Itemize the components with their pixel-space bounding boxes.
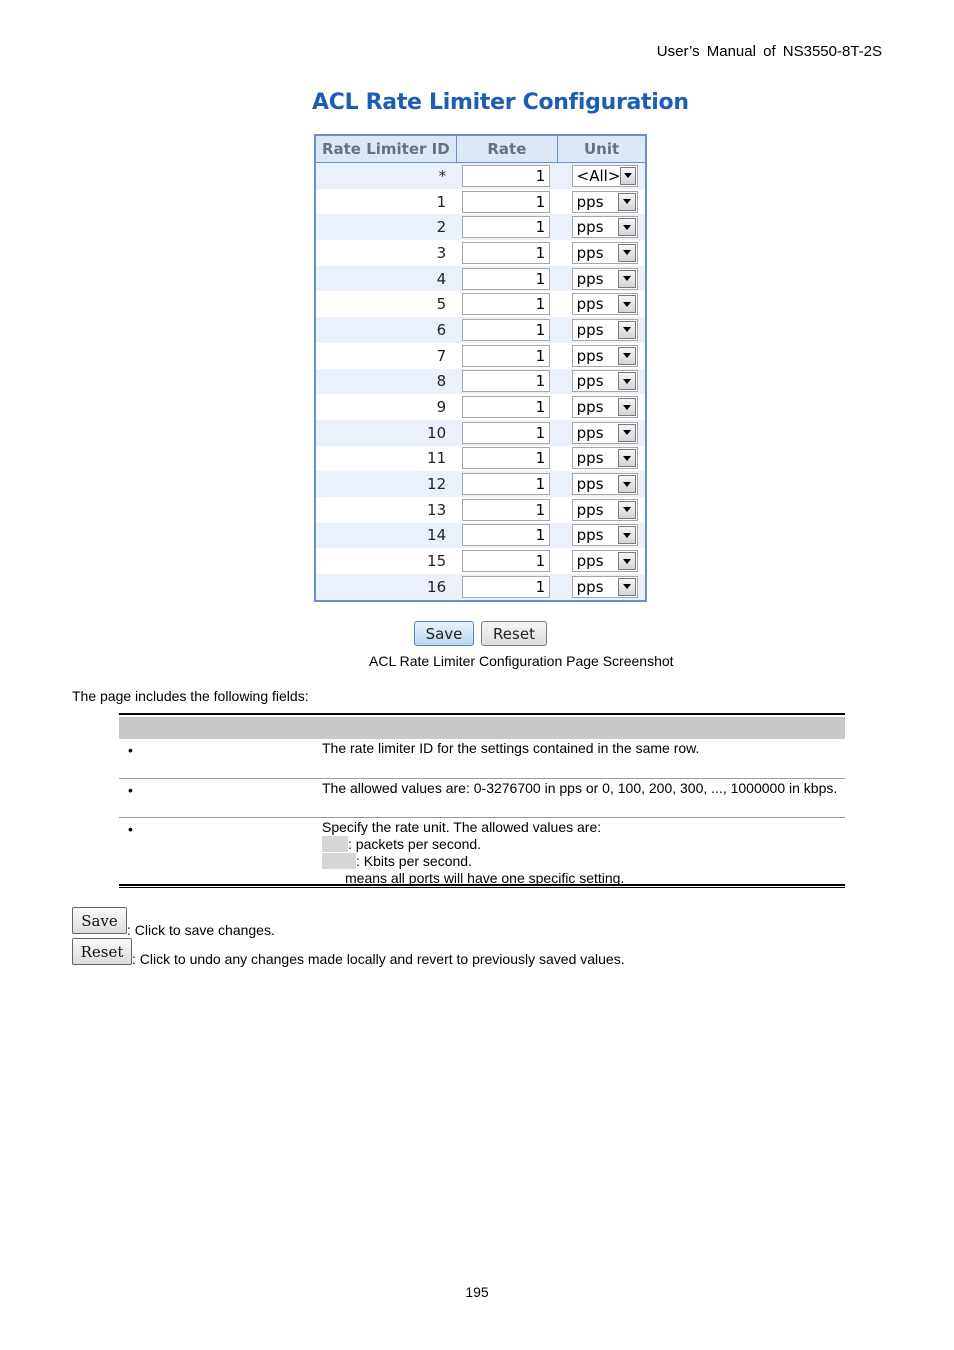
rate-limiter-id: 1 <box>315 189 456 215</box>
fields-header-row <box>119 715 845 739</box>
unit-select[interactable] <box>572 293 638 315</box>
unit-select[interactable] <box>572 499 638 521</box>
rate-input[interactable]: 1 <box>462 422 550 444</box>
rate-input[interactable]: 1 <box>462 396 550 418</box>
rate-limiter-id: 3 <box>315 240 456 266</box>
unit-value: pps <box>576 320 604 339</box>
rate-limiter-table <box>314 134 647 602</box>
rate-limiter-id: 6 <box>315 317 456 343</box>
rate-limiter-id: 14 <box>315 523 456 549</box>
chevron-down-icon[interactable] <box>618 526 636 544</box>
rate-input[interactable]: 1 <box>462 268 550 290</box>
unit-value: pps <box>576 500 604 519</box>
column-header-unit: Unit <box>558 135 646 163</box>
rate-input[interactable]: 1 <box>462 576 550 598</box>
rate-input[interactable]: 1 <box>462 370 550 392</box>
reset-description: : Click to undo any changes made locally and revert to previously saved values. <box>132 951 625 967</box>
unit-value: pps <box>576 372 604 391</box>
column-header-id: Rate Limiter ID <box>315 135 456 163</box>
unit-value: pps <box>576 577 604 596</box>
rate-limiter-id: 13 <box>315 497 456 523</box>
rate-input[interactable]: 1 <box>462 191 550 213</box>
unit-select[interactable] <box>572 345 638 367</box>
table-row <box>315 214 646 240</box>
unit-value: pps <box>576 192 604 211</box>
rate-limiter-id: 16 <box>315 574 456 601</box>
save-button-image: Save <box>72 907 127 934</box>
unit-select[interactable] <box>572 370 638 392</box>
fields-table <box>119 713 845 888</box>
table-row <box>315 240 646 266</box>
column-header-rate: Rate <box>456 135 558 163</box>
table-row <box>315 420 646 446</box>
field-description: : Kbits per second. <box>356 853 472 869</box>
rate-limiter-id: 10 <box>315 420 456 446</box>
unit-value: pps <box>576 346 604 365</box>
table-row <box>315 317 646 343</box>
bullet: • <box>128 821 133 837</box>
save-description: : Click to save changes. <box>127 922 275 938</box>
rate-limiter-id: 2 <box>315 214 456 240</box>
rate-limiter-id: 12 <box>315 471 456 497</box>
rate-input[interactable]: 1 <box>462 473 550 495</box>
field-row <box>119 818 845 884</box>
unit-value: pps <box>576 475 604 494</box>
chevron-down-icon[interactable] <box>618 218 636 236</box>
reset-button[interactable]: Reset <box>481 621 547 646</box>
unit-value: pps <box>576 218 604 237</box>
chevron-down-icon[interactable] <box>618 372 636 390</box>
unit-select[interactable] <box>572 447 638 469</box>
intro-text: The page includes the following fields: <box>72 688 309 704</box>
rate-input[interactable]: 1 <box>462 345 550 367</box>
unit-select[interactable] <box>572 268 638 290</box>
rate-limiter-id: 15 <box>315 548 456 574</box>
bullet: • <box>128 742 133 758</box>
chevron-down-icon[interactable] <box>620 167 635 185</box>
unit-value: pps <box>576 243 604 262</box>
unit-value: pps <box>576 295 604 314</box>
field-description: means all ports will have one specific setting. <box>345 870 625 886</box>
table-row <box>315 471 646 497</box>
unit-select[interactable] <box>572 242 638 264</box>
unit-value: pps <box>576 449 604 468</box>
field-row <box>119 739 845 779</box>
rate-input[interactable]: 1 <box>462 499 550 521</box>
page-number: 195 <box>465 1284 489 1300</box>
highlight-block <box>322 836 348 852</box>
rate-input[interactable]: 1 <box>462 550 550 572</box>
rate-input[interactable]: 1 <box>462 447 550 469</box>
rate-input[interactable]: 1 <box>462 242 550 264</box>
rate-input[interactable]: 1 <box>462 216 550 238</box>
table-row <box>315 291 646 317</box>
chevron-down-icon[interactable] <box>618 424 636 442</box>
table-row <box>315 163 646 189</box>
unit-value: pps <box>576 398 604 417</box>
unit-select[interactable] <box>572 524 638 546</box>
rate-limiter-id: * <box>315 163 456 189</box>
unit-select[interactable] <box>572 216 638 238</box>
field-description: Specify the rate unit. The allowed values are: <box>322 819 602 835</box>
rate-input[interactable]: 1 <box>462 319 550 341</box>
chevron-down-icon[interactable] <box>618 552 636 570</box>
chevron-down-icon[interactable] <box>618 347 636 365</box>
unit-value: pps <box>576 552 604 571</box>
rate-limiter-id: 11 <box>315 446 456 472</box>
unit-select[interactable] <box>572 191 638 213</box>
table-row <box>315 189 646 215</box>
table-row <box>315 523 646 549</box>
unit-select[interactable] <box>572 396 638 418</box>
field-description: : packets per second. <box>348 836 482 852</box>
save-button[interactable]: Save <box>414 621 474 646</box>
manual-header: User’s Manual of NS3550-8T-2S <box>656 43 882 60</box>
rate-limiter-id: 4 <box>315 266 456 292</box>
unit-select[interactable] <box>572 319 638 341</box>
reset-button-image: Reset <box>72 938 132 965</box>
rate-limiter-id: 9 <box>315 394 456 420</box>
rate-limiter-id: 8 <box>315 369 456 395</box>
chevron-down-icon[interactable] <box>618 578 636 596</box>
chevron-down-icon[interactable] <box>618 193 636 211</box>
highlight-block <box>322 853 356 869</box>
field-description: The rate limiter ID for the settings contained in the same row. <box>322 740 700 756</box>
chevron-down-icon[interactable] <box>618 398 636 416</box>
unit-select[interactable] <box>572 422 638 444</box>
rate-input[interactable]: 1 <box>462 165 550 187</box>
figure-caption: ACL Rate Limiter Configuration Page Screenshot <box>369 653 674 669</box>
rate-input[interactable]: 1 <box>462 524 550 546</box>
table-row <box>315 548 646 574</box>
bullet: • <box>128 782 133 798</box>
unit-select[interactable] <box>572 473 638 495</box>
chevron-down-icon[interactable] <box>618 244 636 262</box>
unit-value: <All> <box>576 166 621 185</box>
chevron-down-icon[interactable] <box>618 449 636 467</box>
field-description: The allowed values are: 0-3276700 in pps or 0, 100, 200, 300, ..., 1000000 in kbps. <box>322 780 838 796</box>
table-row <box>315 343 646 369</box>
rate-limiter-id: 7 <box>315 343 456 369</box>
table-row <box>315 369 646 395</box>
unit-select[interactable] <box>572 550 638 572</box>
unit-value: pps <box>576 269 604 288</box>
chevron-down-icon[interactable] <box>618 501 636 519</box>
chevron-down-icon[interactable] <box>618 270 636 288</box>
config-title: ACL Rate Limiter Configuration <box>312 90 689 115</box>
unit-select[interactable] <box>572 165 638 187</box>
rate-limiter-id: 5 <box>315 291 456 317</box>
unit-select[interactable] <box>572 576 638 598</box>
chevron-down-icon[interactable] <box>618 321 636 339</box>
unit-value: pps <box>576 423 604 442</box>
field-row <box>119 779 845 818</box>
table-row <box>315 394 646 420</box>
unit-value: pps <box>576 526 604 545</box>
table-row <box>315 266 646 292</box>
chevron-down-icon[interactable] <box>618 295 636 313</box>
table-row <box>315 446 646 472</box>
table-row <box>315 574 646 601</box>
table-row <box>315 497 646 523</box>
rate-input[interactable]: 1 <box>462 293 550 315</box>
chevron-down-icon[interactable] <box>618 475 636 493</box>
